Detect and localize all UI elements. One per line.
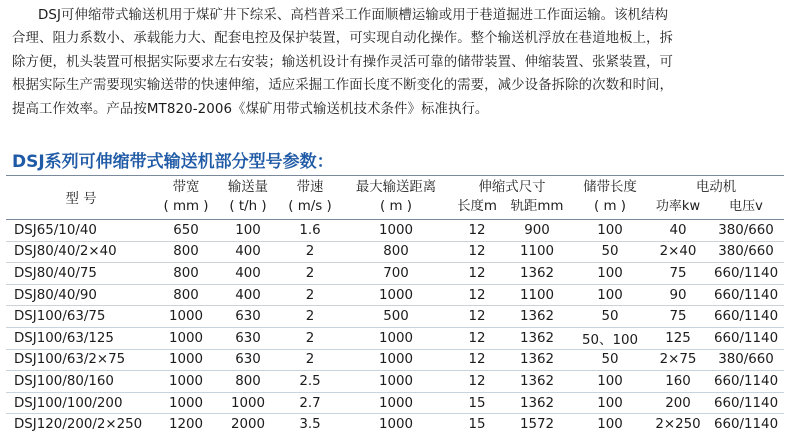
cell-speed: 1.6 — [280, 220, 340, 242]
table-row — [6, 306, 784, 328]
header-max-distance-unit: ( m ) — [379, 199, 412, 214]
cell-max-distance: 1000 — [340, 327, 452, 349]
header-motor: 电动机 — [695, 180, 737, 195]
header-max-distance: 最大输送距离 — [355, 180, 437, 195]
cell-capacity: 800 — [216, 371, 280, 393]
intro-text — [12, 4, 780, 121]
cell-telescopic-length: 12 — [452, 263, 502, 285]
cell-motor-power: 160 — [648, 371, 708, 393]
cell-max-distance: 1000 — [340, 414, 452, 435]
intro-line: 除方便，机头装置可根据实际要求左右安装；输送机设计有操作灵活可靠的储带装置、伸缩装置、张紧装置，可 — [12, 54, 674, 70]
cell-capacity: 2000 — [216, 414, 280, 435]
cell-track-gauge: 1572 — [502, 414, 572, 435]
cell-model: DSJ80/40/2×40 — [6, 241, 156, 263]
cell-motor-power: 75 — [648, 263, 708, 285]
cell-speed: 2 — [280, 327, 340, 349]
table-row — [6, 241, 784, 263]
table-row — [6, 349, 784, 371]
cell-telescopic-length: 12 — [452, 241, 502, 263]
cell-model: DSJ65/10/40 — [6, 220, 156, 242]
spec-table — [6, 177, 784, 435]
cell-telescopic-length: 12 — [452, 349, 502, 371]
header-telescopic-track: 轨距mm — [510, 199, 564, 214]
cell-model: DSJ120/200/2×250 — [6, 414, 156, 435]
cell-motor-voltage: 660/1140 — [708, 263, 784, 285]
cell-speed: 3.5 — [280, 414, 340, 435]
cell-belt-width: 1000 — [156, 349, 216, 371]
cell-motor-voltage: 660/1140 — [708, 371, 784, 393]
cell-speed: 2.7 — [280, 392, 340, 414]
cell-storage-length: 100 — [572, 392, 648, 414]
cell-track-gauge: 1362 — [502, 349, 572, 371]
cell-track-gauge: 1362 — [502, 371, 572, 393]
cell-max-distance: 700 — [340, 263, 452, 285]
cell-telescopic-length: 12 — [452, 220, 502, 242]
cell-motor-voltage: 660/1140 — [708, 327, 784, 349]
cell-belt-width: 1000 — [156, 371, 216, 393]
cell-telescopic-length: 12 — [452, 371, 502, 393]
cell-speed: 2 — [280, 263, 340, 285]
cell-belt-width: 1000 — [156, 306, 216, 328]
cell-track-gauge: 1100 — [502, 241, 572, 263]
cell-track-gauge: 1362 — [502, 263, 572, 285]
header-capacity-unit: ( t/h ) — [229, 199, 267, 214]
cell-motor-power: 75 — [648, 306, 708, 328]
cell-belt-width: 800 — [156, 284, 216, 306]
intro-line: 根据实际生产需要现实输送带的快速伸缩，适应采掘工作面长度不断变化的需要，减少设备拆除的次数和时间， — [12, 78, 674, 94]
header-telescopic-length: 长度m — [457, 199, 497, 214]
cell-storage-length: 100 — [572, 371, 648, 393]
cell-capacity: 400 — [216, 241, 280, 263]
cell-speed: 2.5 — [280, 371, 340, 393]
cell-max-distance: 1000 — [340, 349, 452, 371]
cell-track-gauge: 1362 — [502, 392, 572, 414]
cell-capacity: 1000 — [216, 392, 280, 414]
cell-belt-width: 1000 — [156, 392, 216, 414]
cell-track-gauge: 1362 — [502, 327, 572, 349]
table-header — [6, 177, 784, 220]
cell-belt-width: 650 — [156, 220, 216, 242]
section-title: DSJ系列可伸缩带式输送机部分型号参数： — [12, 152, 334, 172]
cell-capacity: 100 — [216, 220, 280, 242]
table-row — [6, 414, 784, 435]
cell-motor-voltage: 660/1140 — [708, 306, 784, 328]
header-motor-power: 功率kw — [655, 199, 701, 214]
cell-max-distance: 500 — [340, 306, 452, 328]
cell-motor-voltage: 660/1140 — [708, 392, 784, 414]
cell-telescopic-length: 15 — [452, 392, 502, 414]
table-row — [6, 284, 784, 306]
cell-capacity: 630 — [216, 306, 280, 328]
header-motor-voltage: 电压v — [729, 199, 763, 214]
cell-storage-length: 50、100 — [572, 327, 648, 349]
header-storage: 储带长度 — [583, 180, 637, 195]
cell-telescopic-length: 12 — [452, 284, 502, 306]
cell-model: DSJ100/63/75 — [6, 306, 156, 328]
header-model — [6, 177, 156, 220]
header-speed: 带速 — [296, 180, 324, 195]
cell-motor-power: 40 — [648, 220, 708, 242]
cell-storage-length: 100 — [572, 414, 648, 435]
cell-speed: 2 — [280, 306, 340, 328]
table-row — [6, 327, 784, 349]
cell-capacity: 630 — [216, 327, 280, 349]
intro-line: DSJ可伸缩带式输送机用于煤矿井下综采、高档普采工作面顺槽运输或用于巷道掘进工作面运输。该机结构 — [38, 8, 669, 23]
cell-motor-voltage: 380/660 — [708, 349, 784, 371]
cell-model: DSJ80/40/75 — [6, 263, 156, 285]
cell-model: DSJ100/63/125 — [6, 327, 156, 349]
cell-storage-length: 50 — [572, 306, 648, 328]
cell-track-gauge: 1362 — [502, 306, 572, 328]
header-belt-width-unit: ( mm ) — [163, 199, 209, 214]
cell-storage-length: 100 — [572, 220, 648, 242]
cell-capacity: 400 — [216, 284, 280, 306]
header-speed-unit: ( m/s ) — [288, 199, 332, 214]
cell-speed: 2 — [280, 349, 340, 371]
cell-belt-width: 800 — [156, 263, 216, 285]
cell-belt-width: 1000 — [156, 327, 216, 349]
header-rule — [6, 175, 784, 176]
intro-line: 提高工作效率。产品按MT820-2006《煤矿用带式输送机技术条件》标准执行。 — [12, 101, 489, 117]
cell-max-distance: 1000 — [340, 220, 452, 242]
cell-motor-voltage: 660/1140 — [708, 284, 784, 306]
cell-model: DSJ100/100/200 — [6, 392, 156, 414]
table-row — [6, 263, 784, 285]
cell-speed: 2 — [280, 241, 340, 263]
intro-line: 合理、阻力系数小、承载能力大、配套电控及保护装置，可实现自动化操作。整个输送机浮放在巷道地板上，拆 — [12, 31, 674, 47]
cell-belt-width: 1200 — [156, 414, 216, 435]
cell-telescopic-length: 15 — [452, 414, 502, 435]
cell-storage-length: 100 — [572, 284, 648, 306]
header-belt-width: 带宽 — [172, 180, 200, 195]
table-row — [6, 392, 784, 414]
table-row — [6, 220, 784, 242]
cell-storage-length: 50 — [572, 241, 648, 263]
cell-motor-power: 200 — [648, 392, 708, 414]
cell-track-gauge: 900 — [502, 220, 572, 242]
cell-motor-power: 125 — [648, 327, 708, 349]
cell-storage-length: 50 — [572, 349, 648, 371]
cell-storage-length: 100 — [572, 263, 648, 285]
cell-model: DSJ80/40/90 — [6, 284, 156, 306]
header-storage-unit: ( m ) — [594, 199, 627, 214]
cell-motor-power: 90 — [648, 284, 708, 306]
cell-max-distance: 1000 — [340, 284, 452, 306]
cell-model: DSJ100/63/2×75 — [6, 349, 156, 371]
cell-max-distance: 1000 — [340, 371, 452, 393]
table-body — [6, 220, 784, 435]
cell-speed: 2 — [280, 284, 340, 306]
cell-motor-voltage: 380/660 — [708, 241, 784, 263]
cell-belt-width: 800 — [156, 241, 216, 263]
header-capacity: 输送量 — [227, 180, 269, 195]
cell-telescopic-length: 12 — [452, 327, 502, 349]
cell-capacity: 400 — [216, 263, 280, 285]
header-model-label: 型 号 — [65, 191, 97, 207]
cell-motor-power: 2×40 — [648, 241, 708, 263]
cell-motor-voltage: 380/660 — [708, 220, 784, 242]
cell-max-distance: 800 — [340, 241, 452, 263]
table-row — [6, 371, 784, 393]
cell-motor-voltage: 660/1140 — [708, 414, 784, 435]
cell-track-gauge: 1100 — [502, 284, 572, 306]
cell-capacity: 630 — [216, 349, 280, 371]
cell-motor-power: 2×250 — [648, 414, 708, 435]
cell-motor-power: 2×75 — [648, 349, 708, 371]
cell-telescopic-length: 12 — [452, 306, 502, 328]
cell-model: DSJ100/80/160 — [6, 371, 156, 393]
header-telescopic: 伸缩式尺寸 — [478, 180, 546, 195]
cell-max-distance: 1000 — [340, 392, 452, 414]
